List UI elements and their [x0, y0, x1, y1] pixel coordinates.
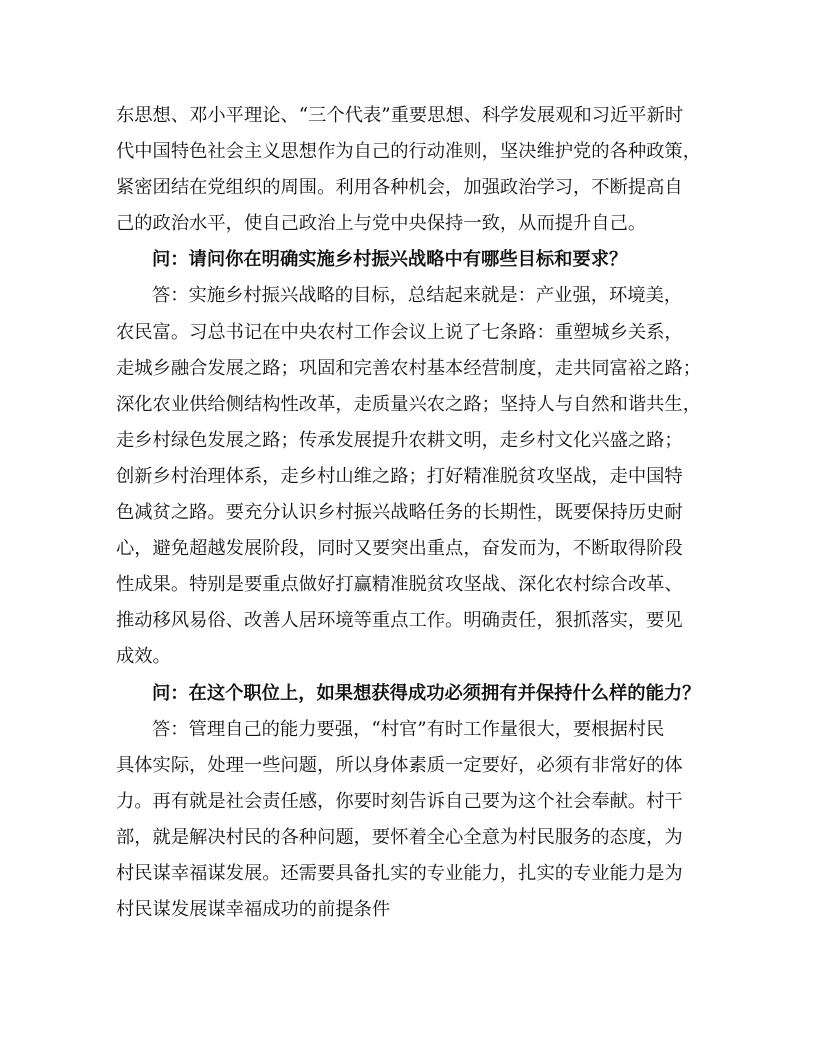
answer-paragraph	[116, 712, 704, 929]
answer-line: 答：实施乡村振兴战略的目标，总结起来就是：产业强，环境美，	[152, 285, 683, 307]
text-line: 心，避免超越发展阶段，同时又要突出重点，奋发而为，不断取得阶段	[116, 538, 683, 560]
answer-paragraph	[116, 278, 704, 675]
question-paragraph	[116, 242, 704, 278]
question-line: 问：请问你在明确实施乡村振兴战略中有哪些目标和要求？	[152, 249, 628, 271]
text-line: 性成果。特别是要重点做好打赢精准脱贫攻坚战、深化农村综合改革、	[116, 574, 683, 596]
text-line: 己的政治水平，使自己政治上与党中央保持一致，从而提升自己。	[116, 213, 647, 235]
text-line: 色减贫之路。要充分认识乡村振兴战略任务的长期性，既要保持历史耐	[116, 502, 683, 524]
question-line: 问：在这个职位上，如果想获得成功必须拥有并保持什么样的能力？	[152, 682, 701, 704]
text-line: 部，就是解决村民的各种问题，要怀着全心全意为村民服务的态度，为	[116, 826, 683, 848]
text-line: 力。再有就是社会责任感，你要时刻告诉自己要为这个社会奉献。村干	[116, 790, 683, 812]
text-line: 深化农业供给侧结构性改革，走质量兴农之路；坚持人与自然和谐共生，	[116, 393, 701, 415]
paragraph-continuation	[116, 98, 704, 242]
answer-line: 答：管理自己的能力要强，“村官”有时工作量很大，要根据村民	[152, 718, 665, 740]
question-paragraph	[116, 676, 704, 712]
text-line: 推动移风易俗、改善人居环境等重点工作。明确责任，狠抓落实，要见	[116, 610, 683, 632]
text-line: 东思想、邓小平理论、“三个代表”重要思想、科学发展观和习近平新时	[116, 105, 684, 126]
text-line: 走乡村绿色发展之路；传承发展提升农耕文明，走乡村文化兴盛之路；	[116, 429, 683, 451]
text-line: 具体实际，处理一些问题，所以身体素质一定要好，必须有非常好的体	[116, 754, 683, 776]
text-line: 走城乡融合发展之路；巩固和完善农村基本经营制度，走共同富裕之路；	[116, 357, 701, 379]
text-line: 成效。	[116, 646, 171, 668]
text-line: 紧密团结在党组织的周围。利用各种机会，加强政治学习，不断提高自	[116, 177, 683, 199]
text-line: 农民富。习总书记在中央农村工作会议上说了七条路：重塑城乡关系，	[116, 321, 683, 343]
document-body	[116, 98, 704, 928]
text-line: 村民谋发展谋幸福成功的前提条件	[116, 899, 391, 921]
text-line: 村民谋幸福谋发展。还需要具备扎实的专业能力，扎实的专业能力是为	[116, 862, 683, 884]
text-line: 代中国特色社会主义思想作为自己的行动准则，坚决维护党的各种政策，	[116, 141, 701, 163]
text-line: 创新乡村治理体系，走乡村山维之路；打好精准脱贫攻坚战，走中国特	[116, 465, 683, 487]
